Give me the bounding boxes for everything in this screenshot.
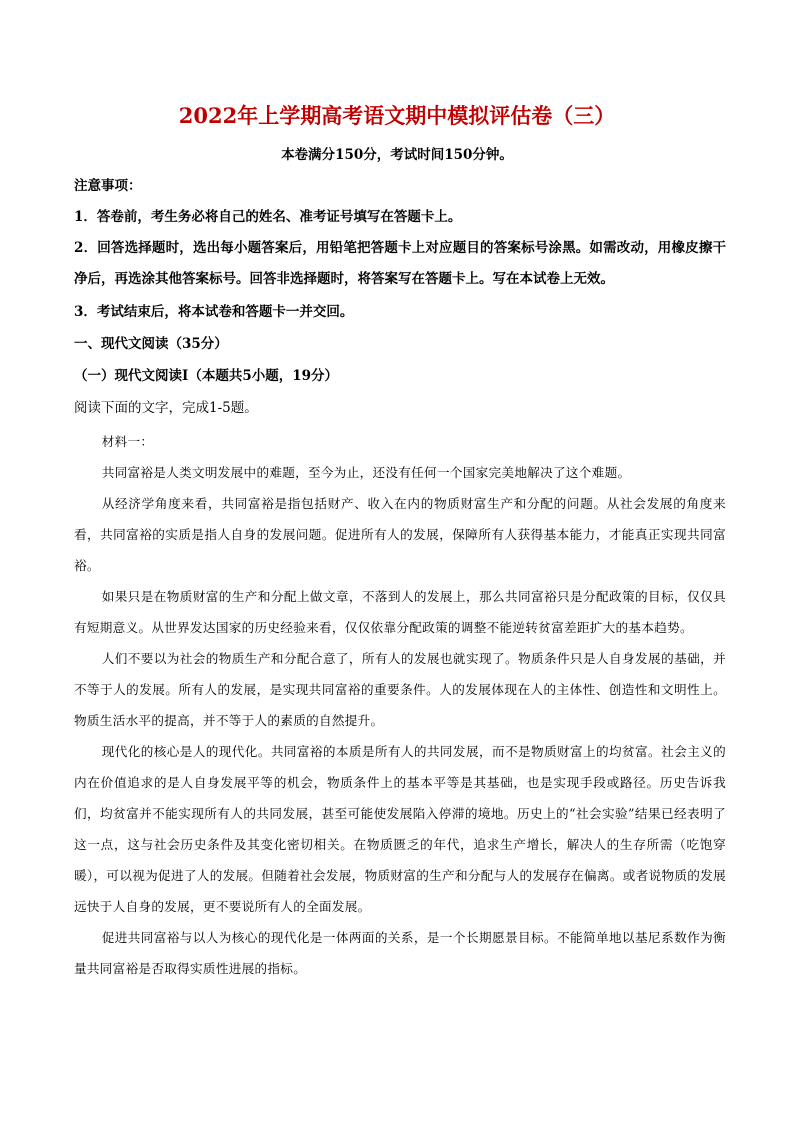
notice-item-2: 2．回答选择题时，选出每小题答案后，用铅笔把答题卡上对应题目的答案标号涂黑。如需改动，用橡皮擦干净后，再选涂其他答案标号。回答非选择题时，将答案写在答题卡上。写在本试卷上无效。 (74, 240, 726, 287)
article-paragraph: 现代化的核心是人的现代化。共同富裕的本质是所有人的共同发展，而不是物质财富上的均贫富。社会主义的内在价值追求的是人自身发展平等的机会，物质条件上的基本平等是其基础，也是实现手段或路径。历史告诉我们，均贫富并不能实现所有人的共同发展，甚至可能使发展陷入停滞的境地。历史上的“社会实验”结果已经表明了这一点，这与社会历史条件及其变化密切相关。在物质匮乏的年代，追求生产增长，解决人的生存所需（吃饱穿暖），可以视为促进了人的发展。但随着社会发展，物质财富的生产和分配与人的发展存在偏离。或者说物质的发展远快于人自身的发展，更不要说所有人的全面发展。 (74, 744, 726, 914)
article-body (74, 426, 726, 984)
notice-item-1: 1．答卷前，考生务必将自己的姓名、准考证号填写在答题卡上。 (74, 209, 462, 225)
exam-subtitle: 本卷满分150分，考试时间150分钟。 (281, 147, 513, 163)
article-paragraph: 如果只是在物质财富的生产和分配上做文章，不落到人的发展上，那么共同富裕只是分配政策的目标，仅仅具有短期意义。从世界发达国家的历史经验来看，仅仅依靠分配政策的调整不能逆转贫富差距扩大的基本趋势。 (74, 589, 726, 635)
section-heading: 一、现代文阅读（35分） (74, 336, 228, 352)
article-paragraph: 共同富裕是人类文明发展中的难题，至今为止，还没有任何一个国家完美地解决了这个难题。 (101, 465, 631, 480)
notice-item-3: 3．考试结束后，将本试卷和答题卡一并交回。 (74, 304, 354, 320)
subsection-heading: （一）现代文阅读Ⅰ（本题共5小题，19分） (74, 368, 338, 384)
article-paragraph: 促进共同富裕与以人为核心的现代化是一体两面的关系，是一个长期愿景目标。不能简单地以基尼系数作为衡量共同富裕是否取得实质性进展的指标。 (74, 930, 726, 976)
reading-prompt: 阅读下面的文字，完成1-5题。 (74, 400, 258, 416)
article-paragraph: 从经济学角度来看，共同富裕是指包括财产、收入在内的物质财富生产和分配的问题。从社会发展的角度来看，共同富裕的实质是指人自身的发展问题。促进所有人的发展，保障所有人获得基本能力，才能真正实现共同富裕。 (74, 496, 726, 573)
notice-heading: 注意事项： (74, 178, 142, 194)
exam-title: 2022年上学期高考语文期中模拟评估卷（三） (178, 103, 616, 128)
material-label: 材料一： (101, 434, 154, 449)
article-paragraph: 人们不要以为社会的物质生产和分配合意了，所有人的发展也就实现了。物质条件只是人自身发展的基础，并不等于人的发展。所有人的发展，是实现共同富裕的重要条件。人的发展体现在人的主体性、创造性和文明性上。物质生活水平的提高，并不等于人的素质的自然提升。 (74, 651, 726, 728)
